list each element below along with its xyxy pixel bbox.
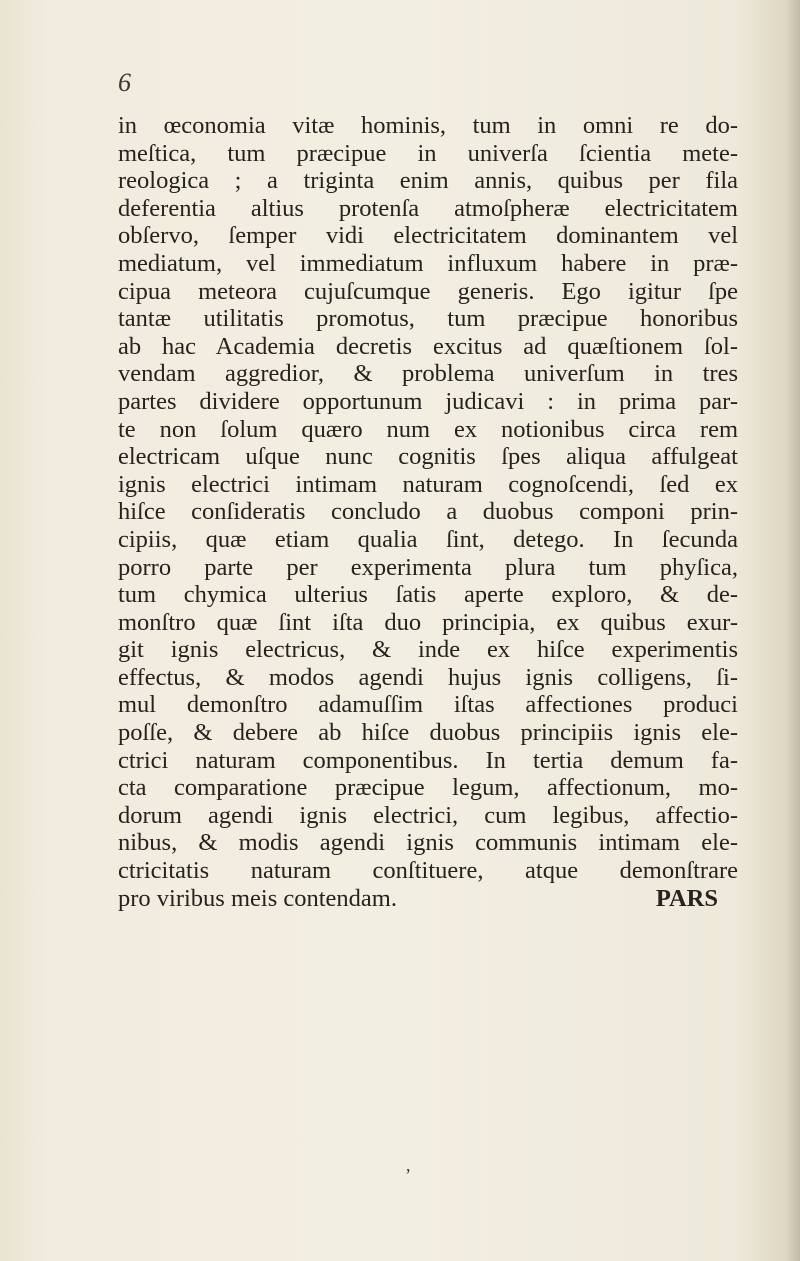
text-line: git ignis electricus, & inde ex hiſce experimentis <box>118 636 738 664</box>
text-line: in œconomia vitæ hominis, tum in omni re do- <box>118 112 738 139</box>
stray-mark: , <box>406 1155 411 1175</box>
text-line: meſtica, tum præcipue in univerſa ſcientia mete- <box>118 139 738 167</box>
text-line: cipiis, quæ etiam qualia ſint, detego. In ſecunda <box>118 525 738 553</box>
text-line: cta comparatione præcipue legum, affectionum, mo- <box>118 774 738 802</box>
text-line: porro parte per experimenta plura tum phyſica, <box>118 553 738 581</box>
text-line: effectus, & modos agendi hujus ignis colligens, ſi- <box>118 663 738 691</box>
text-line: cipua meteora cujuſcumque generis. Ego igitur ſpe <box>118 277 738 305</box>
text-line-last <box>118 885 738 913</box>
text-line: electricam uſque nunc cognitis ſpes aliqua affulgeat <box>118 443 738 471</box>
page-number: 6 <box>118 68 131 97</box>
page-edge-shadow <box>786 0 800 1261</box>
text-line: ctricitatis naturam conſtituere, atque demonſtrare <box>118 857 738 885</box>
text-line: dorum agendi ignis electrici, cum legibus, affectio- <box>118 801 738 829</box>
last-line-text: pro viribus meis contendam. <box>118 884 397 912</box>
text-line: monſtro quæ ſint iſta duo principia, ex quibus exur- <box>118 608 738 636</box>
text-line: ctrici naturam componentibus. In tertia demum fa- <box>118 746 738 774</box>
text-line: tum chymica ulterius ſatis aperte exploro, & de- <box>118 581 738 609</box>
text-line: te non ſolum quæro num ex notionibus circa rem <box>118 415 738 443</box>
text-line: reologica ; a triginta enim annis, quibus per fila <box>118 167 738 195</box>
text-line: mediatum, vel immediatum influxum habere in præ- <box>118 249 738 277</box>
catchword: PARS <box>655 884 718 912</box>
text-line: ab hac Academia decretis excitus ad quæſtionem ſol- <box>118 332 738 360</box>
body-text <box>118 112 738 912</box>
text-line: ignis electrici intimam naturam cognoſcendi, ſed ex <box>118 470 738 498</box>
text-line: tantæ utilitatis promotus, tum præcipue honoribus <box>118 305 738 333</box>
text-line: nibus, & modis agendi ignis communis intimam ele- <box>118 829 738 857</box>
text-line: mul demonſtro adamuſſim iſtas affectiones produci <box>118 691 738 719</box>
text-line: hiſce conſideratis concludo a duobus componi prin- <box>118 498 738 526</box>
text-line: poſſe, & debere ab hiſce duobus principiis ignis ele- <box>118 719 738 747</box>
text-line: partes dividere opportunum judicavi : in prima par- <box>118 387 738 415</box>
text-line: obſervo, ſemper vidi electricitatem dominantem vel <box>118 222 738 250</box>
text-line: deferentia altius protenſa atmoſpheræ electricitatem <box>118 194 738 222</box>
text-line: vendam aggredior, & problema univerſum in tres <box>118 360 738 388</box>
